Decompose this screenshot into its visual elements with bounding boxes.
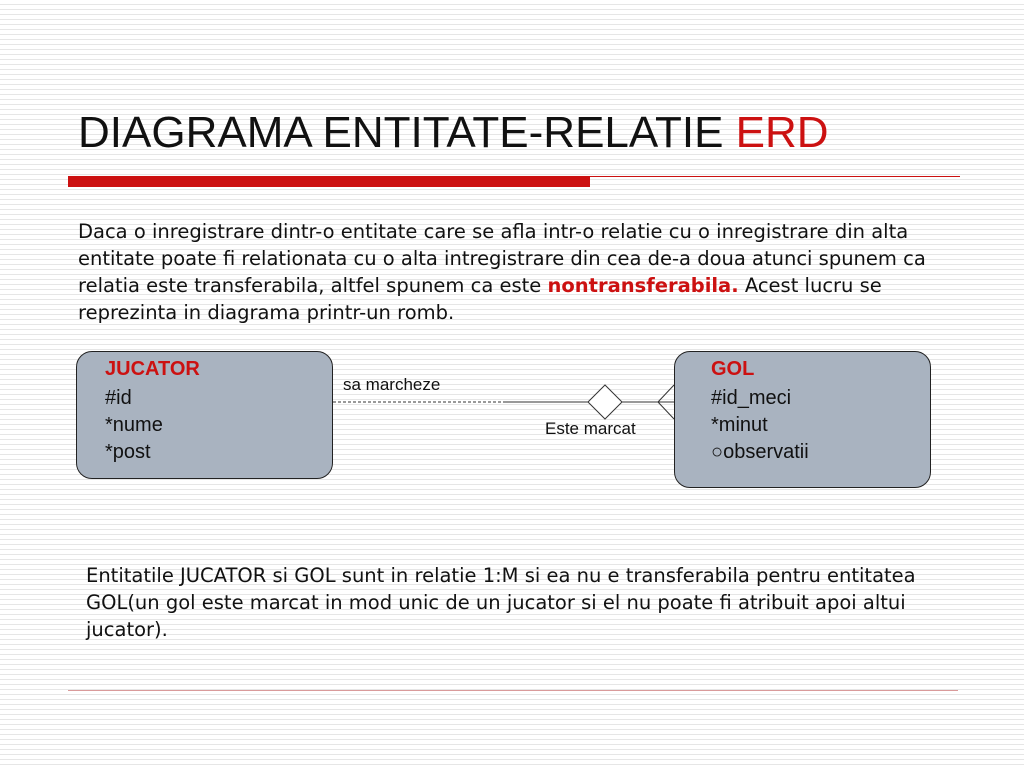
- crows-foot-lower: [658, 402, 674, 419]
- intro-text-after: Acest lucru se reprezinta in diagrama printr-un romb.: [78, 274, 882, 324]
- entity-jucator: [76, 351, 333, 479]
- relationship-label-left: sa marcheze: [343, 375, 441, 394]
- entity-jucator-attr: #id: [105, 387, 132, 409]
- entity-gol-attr: ○observatii: [711, 441, 809, 463]
- relationship-diamond: [588, 385, 622, 419]
- entity-jucator-attr: *post: [105, 441, 151, 463]
- footer-divider: [68, 690, 958, 691]
- title-main: DIAGRAMA ENTITATE-RELATIE: [78, 108, 736, 157]
- entity-gol-attr: *minut: [711, 414, 768, 436]
- entity-gol: [674, 351, 931, 488]
- crows-foot-upper: [658, 385, 674, 402]
- entity-gol-name: GOL: [711, 358, 755, 380]
- relationship-label-right: Este marcat: [545, 419, 636, 438]
- intro-text-before: Daca o inregistrare dintr-o entitate care se afla intr-o relatie cu o inregistrare din alta entitate poate fi relationata cu o alta intregistrare din cea de-a doua atunci spunem ca relatia este transferabila, altfel spunem ca este: [78, 220, 926, 297]
- summary-paragraph: Entitatile JUCATOR si GOL sunt in relatie 1:M si ea nu e transferabila pentru entitatea GOL(un gol este marcat in mod unic de un jucator si el nu poate fi atribuit apoi altui jucator).: [86, 564, 916, 641]
- title-accent: ERD: [735, 108, 829, 157]
- entity-gol-attr: #id_meci: [711, 387, 792, 409]
- entity-jucator-attr: *nume: [105, 414, 163, 436]
- entity-jucator-name: JUCATOR: [105, 358, 200, 380]
- intro-highlight: nontransferabila.: [547, 274, 739, 297]
